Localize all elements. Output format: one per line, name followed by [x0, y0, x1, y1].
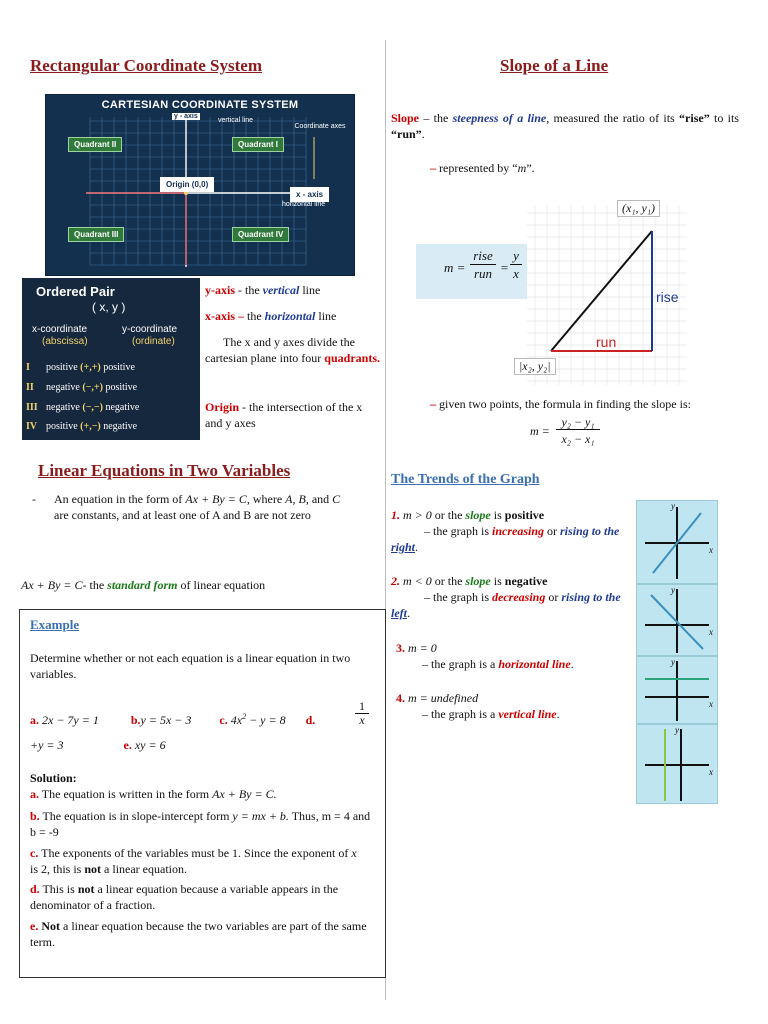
formula-rise: rise: [470, 248, 496, 265]
point-1-label: (x₁, y₁): [617, 200, 660, 217]
example-equations-cont: +y = 3 e. xy = 6: [30, 738, 166, 752]
axis-x-label: x: [709, 699, 713, 709]
cartesian-title: CARTESIAN COORDINATE SYSTEM: [101, 99, 299, 111]
ordered-pair-xy: ( x, y ): [92, 300, 126, 314]
zero-slope-graph: [636, 656, 718, 724]
formula-x: x: [513, 266, 519, 281]
axis-y-label: y: [671, 585, 675, 595]
axis-x-label: x: [709, 627, 713, 637]
formula-run: run: [473, 266, 493, 281]
slope-formula-numerator: y₂ − y₁: [556, 415, 600, 430]
x-axis-definition: x-axis – the horizontal line: [205, 309, 337, 323]
example-title: Example: [30, 617, 80, 632]
slope-definition: Slope – the steepness of a line, measured the ratio of its “rise” to its “run”.: [391, 111, 739, 141]
quadrant-1-tag: Quadrant I: [232, 137, 284, 152]
heading-rectangular-coordinate-system: Rectangular Coordinate System: [30, 56, 262, 75]
example-prompt: Determine whether or not each equation is a linear equation in two variables.: [30, 651, 351, 681]
coordinate-axes-tag: Coordinate axes: [294, 123, 346, 130]
trend-zero: 3. m = 0 – the graph is a horizontal line.: [396, 641, 574, 671]
axis-y-label: y: [671, 501, 675, 511]
negative-slope-graph: [636, 584, 718, 656]
zero-slope-svg: [637, 657, 717, 723]
example-equations: a. 2x − 7y = 1 b.y = 5x − 3 c. $4x^2 - y = 8$ d.: [30, 712, 316, 727]
slope-formula-m: m =: [530, 424, 550, 438]
positive-slope-graph: [636, 500, 718, 584]
solution-b: b. The equation is in slope-intercept form y = mx + b. Thus, m = 4 and b = -9: [30, 809, 371, 839]
axis-x-label: x: [709, 545, 713, 555]
origin-definition: Origin - the intersection of the x and y axes: [205, 400, 363, 430]
heading-linear-equations: Linear Equations in Two Variables: [38, 461, 291, 480]
example-box: [19, 609, 386, 978]
y-axis-definition: y-axis - the vertical line: [205, 283, 321, 297]
trends-heading: The Trends of the Graph: [391, 472, 540, 487]
y-axis-tag: y - axis: [174, 113, 198, 120]
slope-represented: – represented by “m”.: [430, 161, 535, 175]
y-coordinate-label: y-coordinate: [122, 324, 178, 335]
formula-equals: =: [500, 260, 509, 275]
ordered-pair-image: [22, 278, 200, 440]
quadrant-2-tag: Quadrant II: [68, 137, 122, 152]
quadrants-definition: The x and y axes divide the cartesian plane into four quadrants.: [205, 335, 380, 365]
axis-x-label: x: [709, 767, 713, 777]
undefined-slope-graph: [636, 724, 718, 804]
quadrant-3-tag: Quadrant III: [68, 227, 124, 242]
solution-e: e. Not a linear equation because the two variables are part of the same term.: [30, 919, 367, 949]
linear-equation-definition: An equation in the form of Ax + By = C, where A, B, and C are constants, and at least one of A and B are not zero: [54, 492, 341, 522]
positive-slope-svg: [637, 501, 717, 583]
vertical-line-tag: vertical line: [218, 117, 254, 124]
undefined-slope-svg: [637, 725, 717, 803]
ordered-pair-title: Ordered Pair: [36, 284, 115, 299]
quadrant-row: IV positive (+,−) negative: [26, 421, 138, 432]
point-2-label: |x₂, y₂|: [514, 358, 556, 375]
solution-heading: Solution:: [30, 771, 77, 785]
bullet-dash: -: [32, 492, 36, 506]
formula-m: m =: [444, 260, 466, 275]
solution-c: c. The exponents of the variables must be 1. Since the exponent of x is 2, this is not a linear equation.: [30, 846, 357, 876]
quadrant-row: II negative (−,+) positive: [26, 382, 138, 393]
quadrant-row: I positive (+,+) positive: [26, 362, 135, 373]
negative-slope-svg: [637, 585, 717, 655]
x-axis-tag: x - axis: [290, 187, 329, 202]
solution-d: d. This is not a linear equation because a variable appears in the denominator of a fraction.: [30, 882, 339, 912]
standard-form-line: Ax + By = C- the standard form of linear equation: [21, 578, 266, 592]
ordinate-label: (ordinate): [132, 336, 175, 347]
horizontal-line-tag: horizontal line: [282, 201, 326, 208]
run-label: run: [596, 334, 617, 350]
fraction-1-over-x: 1 x: [355, 700, 369, 727]
cartesian-coordinate-image: [45, 94, 355, 276]
trend-negative: 2. m < 0 or the slope is negative – the graph is decreasing or rising to the left.: [391, 574, 621, 620]
axis-y-label: y: [671, 657, 675, 667]
slope-formula-denominator: x₂ − x₁: [561, 432, 595, 446]
solution-a: a. The equation is written in the form Ax + By = C.: [30, 787, 277, 801]
rise-label: rise: [656, 289, 679, 305]
heading-slope-of-a-line: Slope of a Line: [500, 56, 609, 75]
given-two-points: – given two points, the formula in finding the slope is:: [430, 397, 691, 411]
trend-undefined: 4. m = undefined – the graph is a vertical line.: [396, 691, 560, 721]
x-coordinate-label: x-coordinate: [32, 324, 88, 335]
origin-tag: Origin (0,0): [160, 177, 214, 192]
quadrant-row: III negative (−,−) negative: [26, 402, 140, 413]
formula-y: y: [510, 248, 522, 265]
trend-positive: 1. m > 0 or the slope is positive – the graph is increasing or rising to the right.: [391, 508, 620, 554]
abscissa-label: (abscissa): [42, 336, 88, 347]
quadrant-4-tag: Quadrant IV: [232, 227, 289, 242]
axis-y-label: y: [675, 725, 679, 735]
